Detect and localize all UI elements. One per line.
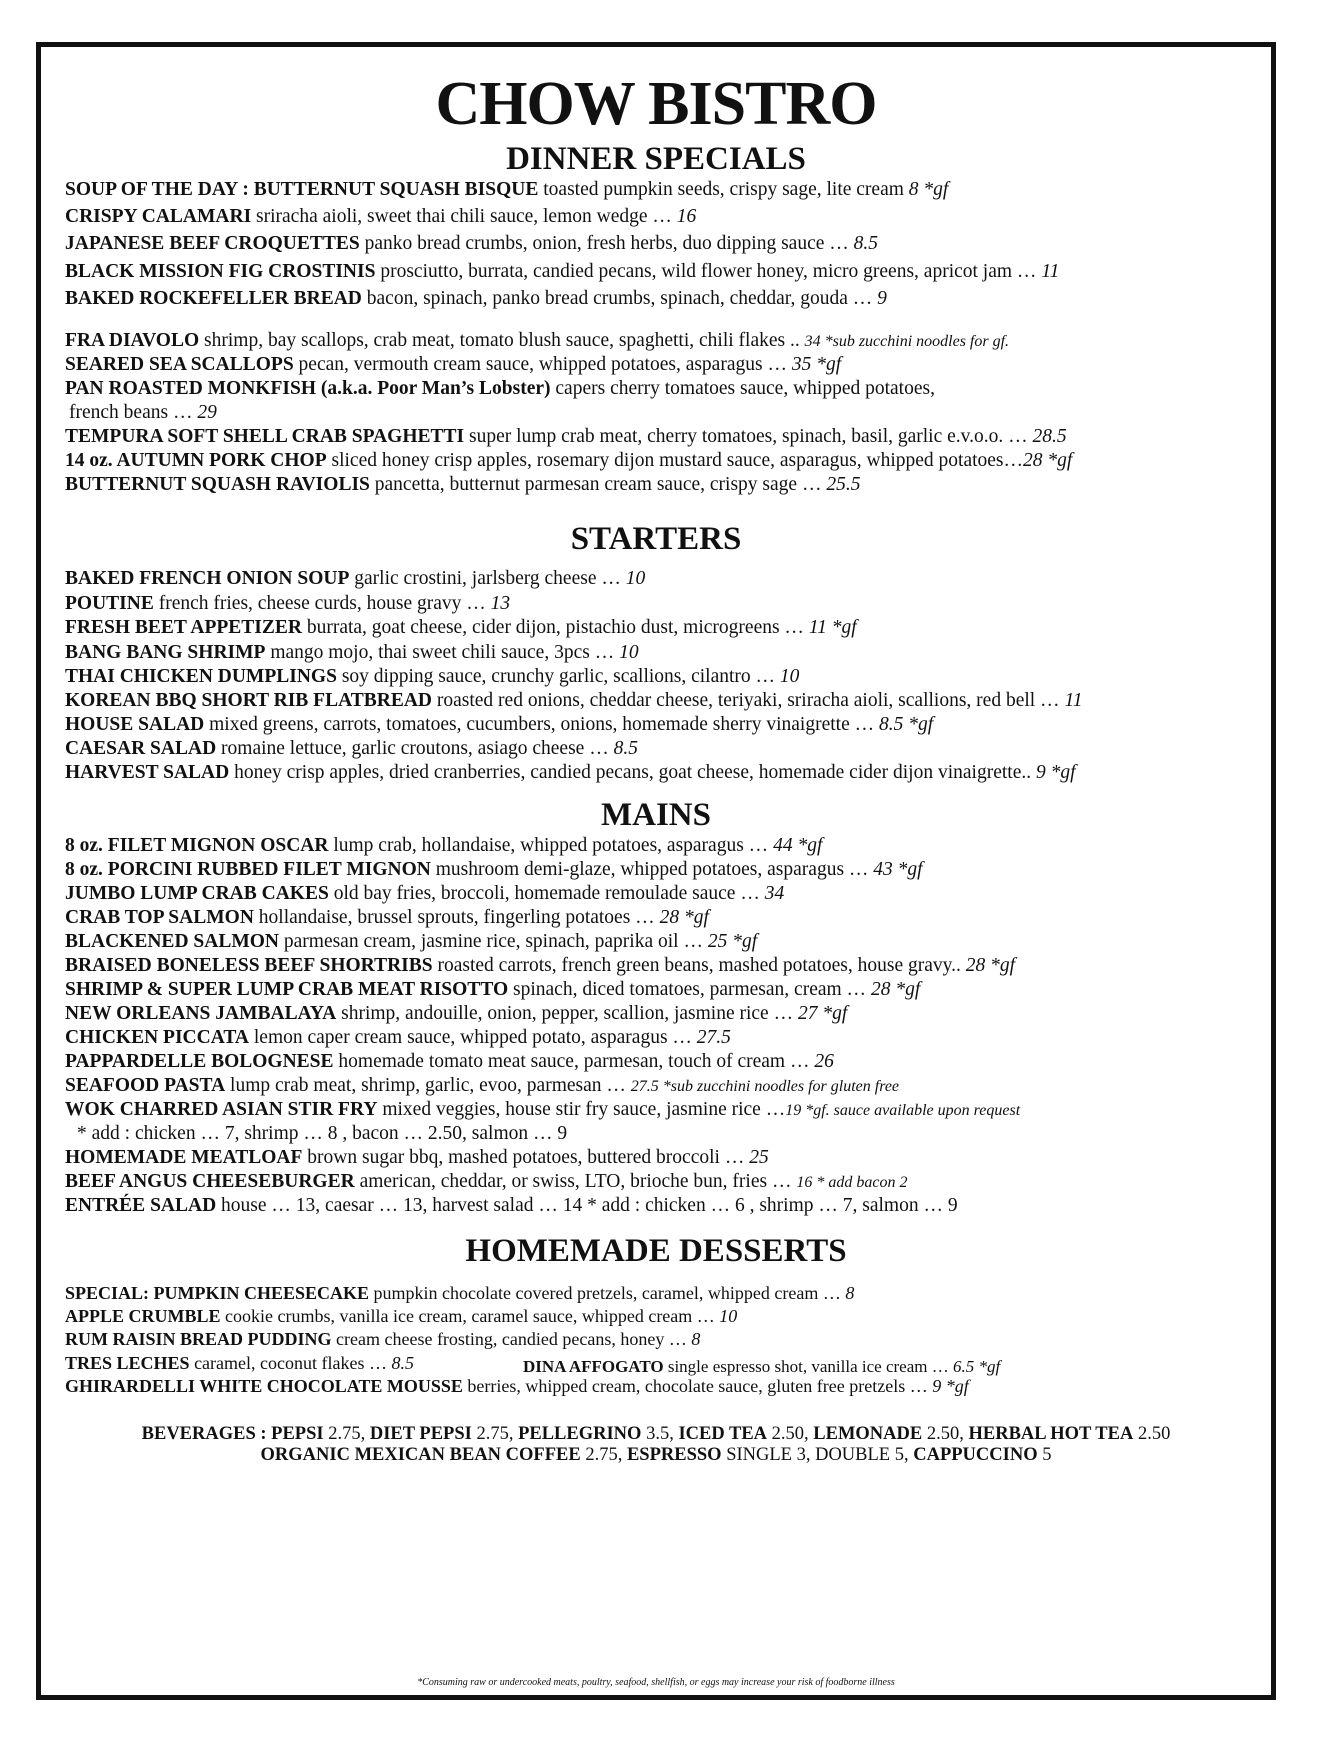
- item-desc: pumpkin chocolate covered pretzels, caramel, whipped cream …: [369, 1283, 846, 1303]
- menu-item: [65, 714, 933, 736]
- item-name: BAKED FRENCH ONION SOUP: [65, 568, 350, 589]
- menu-item: [65, 179, 948, 201]
- item-name: CRAB TOP SALMON: [65, 907, 254, 928]
- item-name: HOUSE SALAD: [65, 714, 205, 735]
- item-price: 44 *gf: [773, 835, 823, 856]
- menu-item: [65, 1195, 958, 1217]
- item-desc: caramel, coconut flakes …: [189, 1353, 392, 1373]
- item-desc: garlic crostini, jarlsberg cheese …: [349, 568, 626, 589]
- item-name: CRISPY CALAMARI: [65, 206, 252, 227]
- item-name: NEW ORLEANS JAMBALAYA: [65, 1003, 337, 1024]
- item-desc: soy dipping sauce, crunchy garlic, scallions, cilantro …: [336, 666, 780, 687]
- item-name: DINA AFFOGATO: [523, 1357, 664, 1376]
- menu-item: [65, 378, 935, 400]
- item-price: 10: [625, 568, 646, 589]
- menu-item: [65, 666, 799, 688]
- item-name: SPECIAL: PUMPKIN CHEESECAKE: [65, 1283, 370, 1303]
- item-price: 19 *gf. sauce available upon request: [785, 1102, 1021, 1119]
- menu-item: [65, 690, 1083, 712]
- menu-item: [65, 883, 784, 905]
- beverage-price: 5: [1037, 1445, 1052, 1465]
- item-price: 8: [691, 1329, 701, 1349]
- item-name: BEEF ANGUS CHEESEBURGER: [65, 1171, 355, 1192]
- item-price: 11: [1041, 261, 1060, 282]
- item-name: JAPANESE BEEF CROQUETTES: [65, 233, 360, 254]
- restaurant-title: CHOW BISTRO: [435, 70, 877, 138]
- item-desc: pecan, vermouth cream sauce, whipped potatoes, asparagus …: [293, 354, 792, 375]
- item-price: 16: [676, 206, 697, 227]
- item-name: WOK CHARRED ASIAN STIR FRY: [65, 1099, 378, 1120]
- item-desc: burrata, goat cheese, cider dijon, pistachio dust, microgreens …: [301, 617, 809, 638]
- item-price: 43 *gf: [873, 859, 923, 880]
- menu-item: [65, 907, 709, 929]
- item-name: SOUP OF THE DAY : BUTTERNUT SQUASH BISQUE: [65, 179, 539, 200]
- beverage-name: PEPSI: [271, 1424, 324, 1444]
- item-name: FRA DIAVOLO: [65, 330, 200, 351]
- beverage-name: ICED TEA: [678, 1424, 768, 1444]
- beverage-price: 2.75,: [323, 1424, 370, 1444]
- menu-item: [65, 1353, 414, 1374]
- menu-item: [65, 1051, 834, 1073]
- menu-item: [65, 1027, 731, 1049]
- item-desc: berries, whipped cream, chocolate sauce, gluten free pretzels …: [462, 1376, 933, 1396]
- beverage-name: CAPPUCCINO: [913, 1445, 1038, 1465]
- menu-item: [65, 617, 857, 639]
- item-price: 28 *gf: [659, 907, 709, 928]
- item-name: BLACKENED SALMON: [65, 931, 279, 952]
- item-desc: mango mojo, thai sweet chili sauce, 3pcs …: [265, 642, 620, 663]
- item-desc: brown sugar bbq, mashed potatoes, buttered broccoli …: [302, 1147, 750, 1168]
- item-price: 29: [197, 402, 217, 423]
- item-price: 9 *gf: [1035, 762, 1076, 783]
- item-desc: lump crab meat, shrimp, garlic, evoo, parmesan …: [225, 1075, 631, 1096]
- item-desc: super lump crab meat, cherry tomatoes, spinach, basil, garlic e.v.o.o. …: [464, 426, 1033, 447]
- item-price: 28.5: [1032, 426, 1067, 447]
- item-desc: american, cheddar, or swiss, LTO, brioche bun, fries …: [354, 1171, 797, 1192]
- menu-item: [65, 1099, 1020, 1121]
- item-desc: prosciutto, burrata, candied pecans, wild flower honey, micro greens, apricot jam …: [375, 261, 1042, 282]
- beverages-line-2: [41, 1445, 1271, 1466]
- item-price: 8.5 *gf: [878, 714, 934, 735]
- item-price: 26: [814, 1051, 834, 1072]
- item-name: BUTTERNUT SQUASH RAVIOLIS: [65, 474, 370, 495]
- item-name: HOMEMADE MEATLOAF: [65, 1147, 303, 1168]
- item-name: 8 oz. FILET MIGNON OSCAR: [65, 835, 329, 856]
- menu-item: [77, 1123, 567, 1145]
- item-price: 10: [779, 666, 800, 687]
- item-name: POUTINE: [65, 593, 154, 614]
- item-desc: house … 13, caesar … 13, harvest salad … 14 * add : chicken … 6 , shrimp … 7, salmon … 9: [216, 1195, 958, 1216]
- item-price: 16 * add bacon 2: [796, 1174, 908, 1191]
- section-heading-starters: STARTERS: [570, 521, 742, 557]
- menu-item: [65, 474, 860, 496]
- item-desc: sliced honey crisp apples, rosemary dijon mustard sauce, asparagus, whipped potatoes…: [326, 450, 1024, 471]
- menu-item: [65, 354, 841, 376]
- beverage-name: LEMONADE: [813, 1424, 923, 1444]
- item-price: 25.5: [826, 474, 861, 495]
- menu-item: [65, 568, 645, 590]
- item-desc: french beans …: [69, 402, 198, 423]
- beverages-line-1: [41, 1424, 1271, 1445]
- item-price: 25 *gf: [707, 931, 758, 952]
- beverage-price: 2.50,: [767, 1424, 814, 1444]
- item-desc: * add : chicken … 7, shrimp … 8 , bacon … 2.50, salmon … 9: [77, 1123, 568, 1144]
- menu-item: [65, 1283, 854, 1304]
- item-price: 10: [619, 642, 639, 663]
- menu-item: [65, 261, 1059, 283]
- item-price: 27.5 *sub zucchini noodles for gluten free: [630, 1078, 900, 1095]
- item-name: KOREAN BBQ SHORT RIB FLATBREAD: [65, 690, 432, 711]
- item-desc: shrimp, andouille, onion, pepper, scallion, jasmine rice …: [336, 1003, 798, 1024]
- menu-item: [69, 402, 217, 424]
- item-price: 8: [845, 1283, 855, 1303]
- item-desc: honey crisp apples, dried cranberries, candied pecans, goat cheese, homemade cider dijon vinaigrette..: [229, 762, 1036, 783]
- item-desc: old bay fries, broccoli, homemade remoulade sauce …: [328, 883, 765, 904]
- item-name: CHICKEN PICCATA: [65, 1027, 249, 1048]
- item-name: BAKED ROCKEFELLER BREAD: [65, 288, 362, 309]
- item-price: 27 *gf: [797, 1003, 848, 1024]
- item-price: 6.5 *gf: [952, 1357, 1001, 1376]
- item-desc: capers cherry tomatoes sauce, whipped potatoes,: [550, 378, 935, 399]
- menu-item: [65, 593, 510, 615]
- beverage-price: SINGLE 3, DOUBLE 5,: [721, 1445, 914, 1465]
- item-name: ENTRÉE SALAD: [65, 1195, 217, 1216]
- menu-item: [65, 1306, 737, 1327]
- section-heading-mains: MAINS: [600, 797, 711, 833]
- item-desc: french fries, cheese curds, house gravy …: [153, 593, 491, 614]
- menu-item: [65, 859, 923, 881]
- item-price: 27.5: [696, 1027, 731, 1048]
- section-heading-specials: DINNER SPECIALS: [506, 141, 806, 177]
- item-desc: toasted pumpkin seeds, crispy sage, lite cream: [538, 179, 909, 200]
- item-desc: pancetta, butternut parmesan cream sauce, crispy sage …: [369, 474, 827, 495]
- item-name: 14 oz. AUTUMN PORK CHOP: [65, 450, 327, 471]
- menu-item: [65, 979, 920, 1001]
- menu-item: [65, 1329, 700, 1350]
- menu-item: [65, 1376, 969, 1397]
- item-name: BLACK MISSION FIG CROSTINIS: [65, 261, 376, 282]
- menu-item: [65, 955, 1015, 977]
- item-name: PAPPARDELLE BOLOGNESE: [65, 1051, 334, 1072]
- beverage-price: 3.5,: [641, 1424, 679, 1444]
- item-price: 8 *gf: [908, 179, 949, 200]
- item-name: FRESH BEET APPETIZER: [65, 617, 302, 638]
- item-desc: bacon, spinach, panko bread crumbs, spinach, cheddar, gouda …: [361, 288, 878, 309]
- item-price: 28 *gf: [1023, 450, 1073, 471]
- item-name: SHRIMP & SUPER LUMP CRAB MEAT RISOTTO: [65, 979, 509, 1000]
- item-desc: sriracha aioli, sweet thai chili sauce, lemon wedge …: [251, 206, 677, 227]
- item-desc: hollandaise, brussel sprouts, fingerling potatoes …: [253, 907, 660, 928]
- affogato-item: [523, 1357, 1000, 1377]
- menu-item: [65, 1075, 899, 1097]
- section-heading-desserts: HOMEMADE DESSERTS: [465, 1233, 847, 1269]
- item-name: SEARED SEA SCALLOPS: [65, 354, 294, 375]
- menu-item: [65, 642, 639, 664]
- item-price: 8.5: [391, 1353, 414, 1373]
- item-desc: lump crab, hollandaise, whipped potatoes, asparagus …: [328, 835, 774, 856]
- item-desc: mixed greens, carrots, tomatoes, cucumbers, onions, homemade sherry vinaigrette …: [204, 714, 879, 735]
- item-desc: mushroom demi-glaze, whipped potatoes, asparagus …: [430, 859, 874, 880]
- menu-item: [65, 233, 878, 255]
- item-price: 9: [877, 288, 887, 309]
- item-desc: romaine lettuce, garlic croutons, asiago cheese …: [216, 738, 614, 759]
- beverage-price: 2.75,: [580, 1445, 627, 1465]
- item-name: JUMBO LUMP CRAB CAKES: [65, 883, 329, 904]
- beverage-name: ORGANIC MEXICAN BEAN COFFEE: [260, 1445, 581, 1465]
- menu-item: [65, 738, 638, 760]
- item-desc: spinach, diced tomatoes, parmesan, cream …: [508, 979, 871, 1000]
- item-desc: shrimp, bay scallops, crab meat, tomato blush sauce, spaghetti, chili flakes ..: [199, 330, 805, 351]
- item-name: TEMPURA SOFT SHELL CRAB SPAGHETTI: [65, 426, 465, 447]
- menu-item: [65, 835, 822, 857]
- item-price: 11: [1064, 690, 1083, 711]
- item-name: BANG BANG SHRIMP: [65, 642, 266, 663]
- menu-item: [65, 931, 757, 953]
- item-name: THAI CHICKEN DUMPLINGS: [65, 666, 337, 687]
- item-name: PAN ROASTED MONKFISH (a.k.a. Poor Man’s Lobster): [65, 378, 551, 399]
- menu-item: [65, 1003, 847, 1025]
- menu-item: [65, 1171, 907, 1193]
- beverage-name: HERBAL HOT TEA: [968, 1424, 1134, 1444]
- item-price: 25: [749, 1147, 769, 1168]
- item-desc: panko bread crumbs, onion, fresh herbs, duo dipping sauce …: [359, 233, 854, 254]
- item-name: TRES LECHES: [65, 1353, 190, 1373]
- item-desc: homemade tomato meat sauce, parmesan, touch of cream …: [333, 1051, 815, 1072]
- item-price: 34: [764, 883, 785, 904]
- item-price: 8.5: [613, 738, 638, 759]
- beverage-price: 2.50: [1133, 1424, 1171, 1444]
- item-desc: lemon caper cream sauce, whipped potato, asparagus …: [249, 1027, 697, 1048]
- item-desc: parmesan cream, jasmine rice, spinach, paprika oil …: [279, 931, 708, 952]
- menu-item: [65, 762, 1076, 784]
- item-price: 8.5: [853, 233, 878, 254]
- beverage-price: 2.75,: [471, 1424, 519, 1444]
- item-price: 28 *gf: [965, 955, 1016, 976]
- item-price: 10: [719, 1306, 738, 1326]
- beverage-name: DIET PEPSI: [369, 1424, 472, 1444]
- item-price: 34 *sub zucchini noodles for gf.: [804, 333, 1010, 350]
- beverage-name: BEVERAGES :: [141, 1424, 272, 1444]
- menu-item: [65, 206, 696, 228]
- menu-item: [65, 450, 1072, 472]
- beverage-name: ESPRESSO: [626, 1445, 722, 1465]
- menu-item: [65, 426, 1067, 448]
- item-price: 11 *gf: [808, 617, 857, 638]
- item-name: HARVEST SALAD: [65, 762, 230, 783]
- item-desc: roasted red onions, cheddar cheese, teriyaki, sriracha aioli, scallions, red bell …: [432, 690, 1065, 711]
- menu-item: [65, 330, 1009, 352]
- food-safety-note: *Consuming raw or undercooked meats, poultry, seafood, shellfish, or eggs may increase your risk of foodborne illness: [417, 1677, 895, 1688]
- item-desc: single espresso shot, vanilla ice cream …: [663, 1357, 953, 1376]
- item-desc: cream cheese frosting, candied pecans, honey …: [331, 1329, 692, 1349]
- item-name: SEAFOOD PASTA: [65, 1075, 226, 1096]
- item-desc: cookie crumbs, vanilla ice cream, caramel sauce, whipped cream …: [220, 1306, 720, 1326]
- item-name: APPLE CRUMBLE: [65, 1306, 221, 1326]
- item-price: 35 *gf: [791, 354, 842, 375]
- item-price: 28 *gf: [870, 979, 921, 1000]
- beverage-name: PELLEGRINO: [518, 1424, 642, 1444]
- item-desc: roasted carrots, french green beans, mashed potatoes, house gravy..: [432, 955, 966, 976]
- item-name: RUM RAISIN BREAD PUDDING: [65, 1329, 332, 1349]
- item-name: 8 oz. PORCINI RUBBED FILET MIGNON: [65, 859, 431, 880]
- item-desc: mixed veggies, house stir fry sauce, jasmine rice …: [377, 1099, 786, 1120]
- item-price: 9 *gf: [932, 1376, 969, 1396]
- menu-item: [65, 1147, 769, 1169]
- item-name: CAESAR SALAD: [65, 738, 217, 759]
- beverage-price: 2.50,: [922, 1424, 969, 1444]
- item-price: 13: [490, 593, 511, 614]
- item-name: BRAISED BONELESS BEEF SHORTRIBS: [65, 955, 433, 976]
- menu-frame: [36, 42, 1276, 1700]
- item-name: GHIRARDELLI WHITE CHOCOLATE MOUSSE: [65, 1376, 463, 1396]
- menu-item: [65, 288, 887, 310]
